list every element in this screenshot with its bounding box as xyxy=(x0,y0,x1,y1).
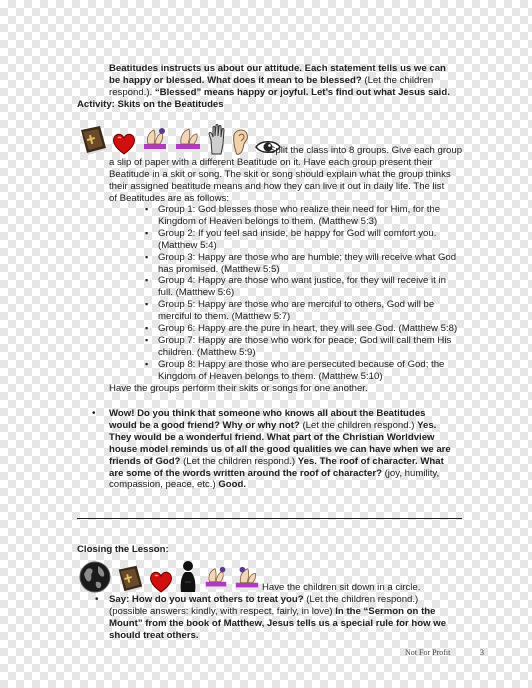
wow-line-bold: Yes. xyxy=(417,419,437,431)
activity-para-line: a slip of paper with a different Beatitude on it. Have each group present their xyxy=(109,157,433,168)
list-item-group-3 xyxy=(145,252,495,276)
footer-text: Not For Profit xyxy=(405,648,451,657)
group-text: ▪ Group 3: Happy are those who are humble; they will receive what God xyxy=(158,251,457,263)
page-number: 3 xyxy=(480,648,484,657)
group-text: full. (Matthew 5:6) xyxy=(158,287,235,299)
say-line: should treat others. xyxy=(109,629,199,641)
group-text: ▪ Group 4: Happy are those who want justice, for they will receive it in xyxy=(158,275,446,287)
wow-line-normal: (Let the children respond.) xyxy=(180,455,298,467)
wow-line xyxy=(109,468,509,480)
intro-line-3-normal: respond.). xyxy=(109,86,155,98)
wow-line-normal: (joy, humility, xyxy=(381,467,440,479)
section-divider xyxy=(77,518,462,519)
heart-icon xyxy=(148,570,174,594)
group-text: ▪ Group 7: Happy are those who work for peace; God will call them His xyxy=(158,334,452,346)
wow-line: Wow! Do you think that someone who knows all about the Beatitudes xyxy=(109,408,426,419)
bible-icon xyxy=(115,562,145,594)
list-item-group-4 xyxy=(145,275,495,299)
say-line xyxy=(109,606,509,618)
wow-line xyxy=(109,456,509,468)
closing-line-1: Have the children sit down in a circle. xyxy=(262,582,421,593)
closing-heading: Closing the Lesson: xyxy=(77,544,169,555)
say-line: Mount” from the book of Matthew, Jesus tells us a special rule for how we xyxy=(109,617,447,629)
activity-paragraph xyxy=(109,157,509,205)
group-text: has promised. (Matthew 5:5) xyxy=(158,263,280,275)
wow-line-bold: Yes. The roof of character. What xyxy=(297,455,444,467)
activity-heading: Activity: Skits on the Beatitudes xyxy=(77,99,224,110)
praying-hands-icon xyxy=(233,564,261,594)
group-text: Kingdom of Heaven belongs to them. (Matthew 5:3) xyxy=(158,215,378,227)
list-item-group-2 xyxy=(145,228,495,252)
bible-icon xyxy=(78,122,108,156)
activity-closing-line: Have the groups perform their skits or songs for one another. xyxy=(109,383,368,394)
say-paragraph xyxy=(109,594,509,642)
wow-line: They would be a wonderful friend. What part of the Christian Worldview xyxy=(109,431,435,443)
wow-line-bold: are some of the words written around the roof of character? xyxy=(109,467,382,479)
list-item-group-8 xyxy=(145,359,495,383)
wow-line-bold: Good. xyxy=(218,479,247,491)
say-line-bold: Say: How do you want others to treat you? xyxy=(109,594,304,605)
group-text: Kingdom of Heaven belongs to them. (Matthew 5:10) xyxy=(158,370,383,382)
wow-line-normal: (Let the children respond.) xyxy=(299,419,418,431)
wow-bullet: • xyxy=(92,408,96,419)
group-text: ▪ Group 8: Happy are those who are persecuted because of God; the xyxy=(158,358,445,370)
list-item-group-7 xyxy=(145,335,495,359)
beatitude-groups-list xyxy=(145,204,495,383)
wow-line-bold: would be a good friend? Why or why not? xyxy=(109,419,300,431)
group-text: ▪ Group 5: Happy are those who are merciful to others, God will be xyxy=(158,299,435,311)
hand-icon xyxy=(206,124,228,156)
intro-line-3-bold: “Blessed” means happy or joyful. Let’s find out what Jesus said. xyxy=(154,86,450,98)
activity-line-1: Split the class into 8 groups. Give each group xyxy=(269,145,463,156)
globe-icon xyxy=(78,560,112,594)
say-line xyxy=(109,594,509,606)
group-text: ▪ Group 2: If you feel sad inside, be happy for God will comfort you. xyxy=(158,227,437,239)
wow-line xyxy=(109,420,509,432)
ear-icon xyxy=(231,126,251,156)
intro-line-1: Beatitudes instructs us about our attitude. Each statement tells us we can xyxy=(109,63,446,74)
wow-line-bold: friends of God? xyxy=(109,455,181,467)
wow-paragraph xyxy=(109,408,509,491)
group-text: ▪ Group 1: God blesses those who realize their need for Him, for the xyxy=(158,204,441,215)
intro-line-3 xyxy=(109,87,509,99)
child-icon xyxy=(177,560,199,594)
activity-para-line: Beatitude in a skit or song. The skit or song should explain what the group thinks xyxy=(109,168,451,180)
closing-icon-row xyxy=(78,556,261,594)
group-text: merciful to them. (Matthew 5:7) xyxy=(158,311,291,323)
group-text: (Matthew 5:4) xyxy=(158,239,217,251)
group-text: ▪ Group 6: Happy are the pure in heart, they will see God. (Matthew 5:8) xyxy=(158,323,458,335)
wow-line xyxy=(109,479,509,491)
list-item-group-5 xyxy=(145,299,495,323)
activity-para-line: of Beatitudes are as follows: xyxy=(109,192,229,204)
activity-para-line: their assigned beatitude means and how they can live it out in daily life. The list xyxy=(109,180,445,192)
wow-line: house model reminds us of all the good qualities we can have when we are xyxy=(109,443,451,455)
intro-line-2 xyxy=(109,75,509,87)
activity-icon-row xyxy=(78,116,282,156)
group-text: children. (Matthew 5:9) xyxy=(158,346,256,358)
list-item-group-1 xyxy=(145,204,495,228)
praying-hands-icon xyxy=(202,564,230,594)
praying-hands-icon xyxy=(173,124,203,156)
heart-icon xyxy=(111,132,137,156)
list-item-group-6 xyxy=(145,323,495,335)
wow-line-normal: compassion, peace, etc.) xyxy=(109,479,219,491)
intro-line-2-bold: be happy or blessed. What does it mean to be blessed? xyxy=(109,74,362,86)
say-line-normal: (possible answers: kindly, with respect, fairly, in love) xyxy=(109,605,336,617)
say-bullet: • xyxy=(95,594,99,605)
say-line-bold: In the “Sermon on the xyxy=(335,605,436,617)
intro-line-2-normal: (Let the children xyxy=(361,74,434,86)
praying-hands-icon xyxy=(140,126,170,156)
intro-paragraph xyxy=(109,63,509,99)
say-line-normal: (Let the children respond.) xyxy=(303,594,419,605)
